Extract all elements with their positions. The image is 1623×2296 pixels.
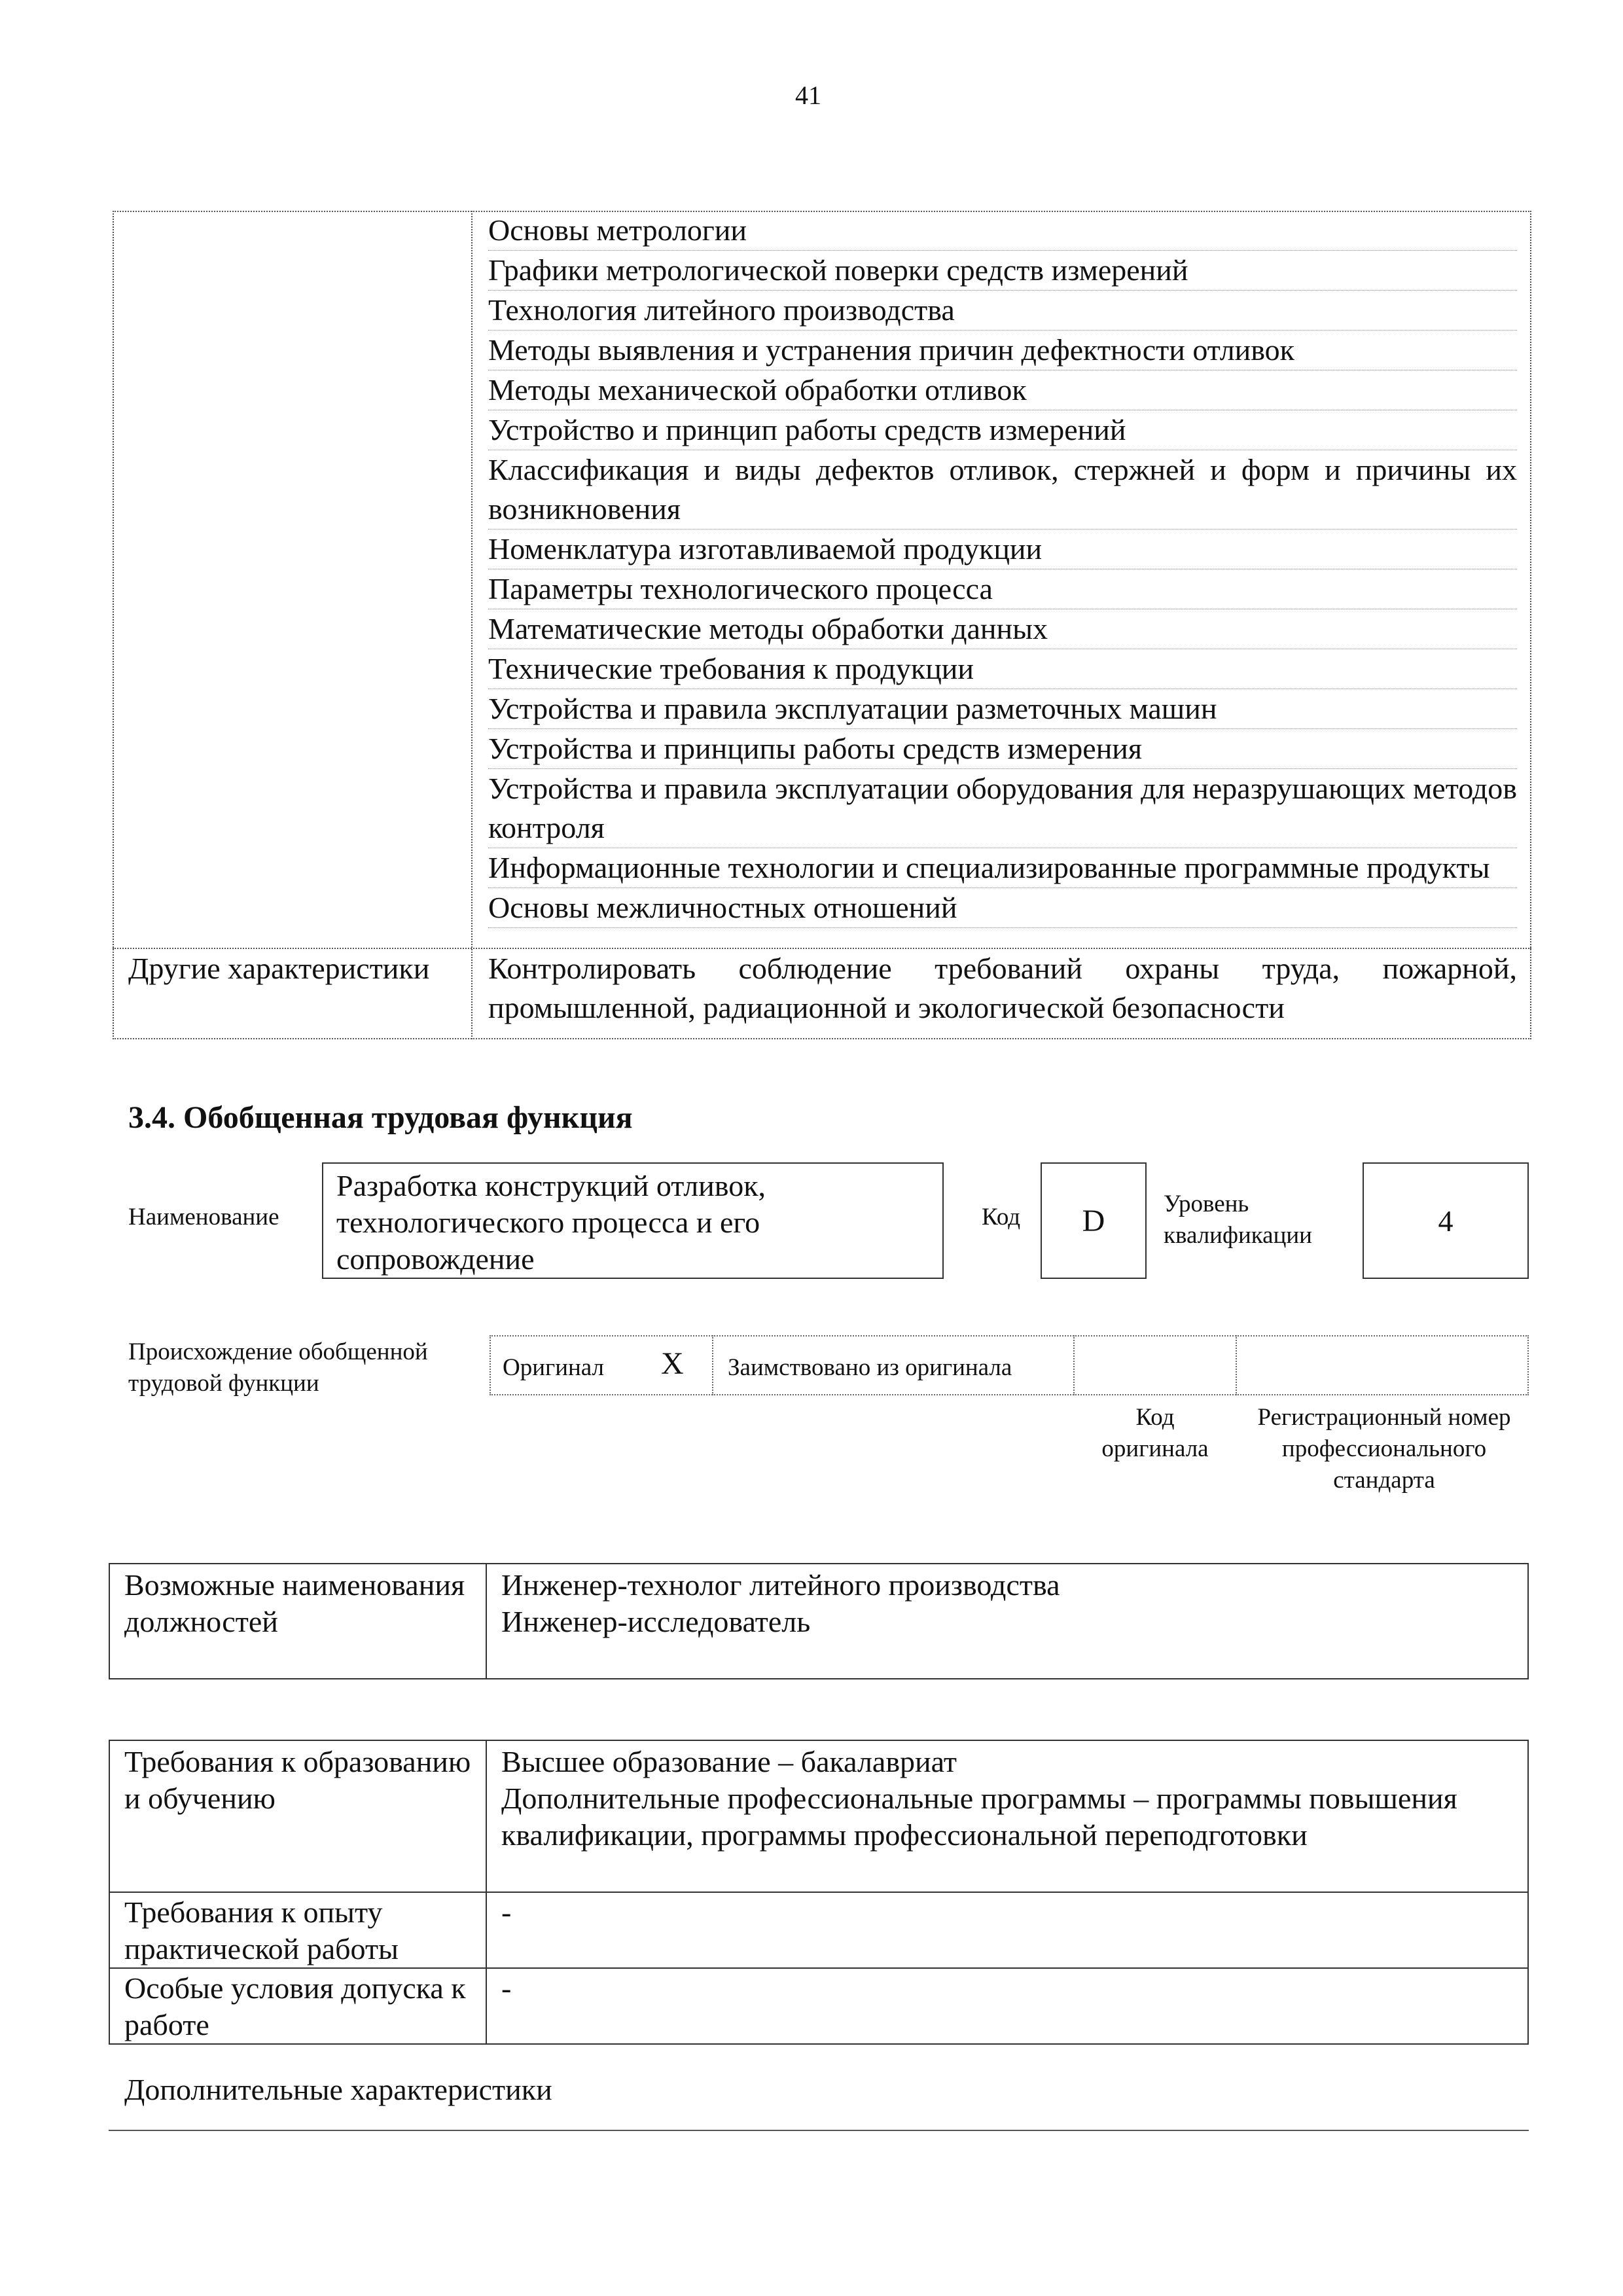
other-characteristics-value: Контролировать соблюдение требований охраны труда, пожарной, промышленной, радиационной и экологической безопасности [488,952,1517,1024]
requirement-line: Высшее образование – бакалавриат [501,1745,957,1778]
page-number: 41 [795,81,821,110]
code-label: Код [982,1204,1021,1230]
origin-divider [1073,1335,1075,1395]
code-box: D [1041,1162,1147,1279]
function-name-box: Разработка конструкций отливок, технологического процесса и его сопровождение [322,1162,944,1279]
experience-requirements-value: - [501,1895,512,1929]
knowledge-item: Информационные технологии и специализированные программные продукты [488,848,1517,888]
original-code-caption: Код оригинала [1101,1404,1209,1462]
education-requirements-value [501,1744,1509,1854]
registration-number-caption: Регистрационный номер профессионального стандарта [1257,1404,1511,1494]
knowledge-item: Устройства и правила эксплуатации разметочных машин [488,689,1517,729]
name-label: Наименование [128,1204,279,1230]
origin-divider [1236,1335,1237,1395]
origin-divider [712,1335,713,1395]
knowledge-item: Методы выявления и устранения причин дефектности отливок [488,331,1517,370]
admission-conditions-label: Особые условия допуска к работе [124,1971,466,2041]
original-label: Оригинал [503,1354,605,1381]
qualification-level-box: 4 [1363,1162,1529,1279]
requirement-line: Дополнительные профессиональные программы – программы повышения квалификации, программы профессиональной переподготовки [501,1782,1457,1852]
knowledge-item: Устройство и принцип работы средств измерений [488,410,1517,450]
qualification-level-label: Уровень квалификации [1164,1191,1312,1249]
knowledge-item: Номенклатура изготавливаемой продукции [488,529,1517,569]
knowledge-item: Технические требования к продукции [488,649,1517,689]
additional-characteristics-title: Дополнительные характеристики [124,2073,552,2106]
knowledge-item: Технология литейного производства [488,291,1517,331]
knowledge-item: Методы механической обработки отливок [488,370,1517,410]
bottom-rule [109,2130,1529,2131]
knowledge-item: Графики метрологической поверки средств измерений [488,251,1517,291]
knowledge-item: Устройства и правила эксплуатации оборудования для неразрушающих методов контроля [488,769,1517,848]
knowledge-list [488,211,1517,928]
requirements-row-divider [109,1967,1529,1969]
knowledge-item: Основы метрологии [488,211,1517,251]
knowledge-table-divider [471,211,473,1039]
knowledge-item: Математические методы обработки данных [488,609,1517,649]
knowledge-item: Устройства и принципы работы средств измерения [488,729,1517,769]
knowledge-item: Основы межличностных отношений [488,888,1517,928]
education-requirements-label: Требования к образованию и обучению [124,1745,471,1815]
admission-conditions-value: - [501,1971,512,2005]
position-item: Инженер-исследователь [501,1605,811,1638]
position-item: Инженер-технолог литейного производства [501,1568,1060,1602]
positions-list [501,1567,1509,1640]
section-title: 3.4. Обобщенная трудовая функция [128,1100,633,1135]
knowledge-item: Классификация и виды дефектов отливок, стержней и форм и причины их возникновения [488,450,1517,529]
requirements-row-divider [109,1892,1529,1893]
borrowed-label: Заимствовано из оригинала [728,1354,1012,1381]
original-mark: X [661,1346,684,1381]
positions-table-divider [486,1563,487,1679]
positions-label: Возможные наименования должностей [124,1568,465,1638]
experience-requirements-label: Требования к опыту практической работы [124,1895,399,1965]
other-characteristics-label: Другие характеристики [128,952,430,985]
knowledge-item: Параметры технологического процесса [488,569,1517,609]
origin-label: Происхождение обобщенной трудовой функции [128,1338,428,1397]
